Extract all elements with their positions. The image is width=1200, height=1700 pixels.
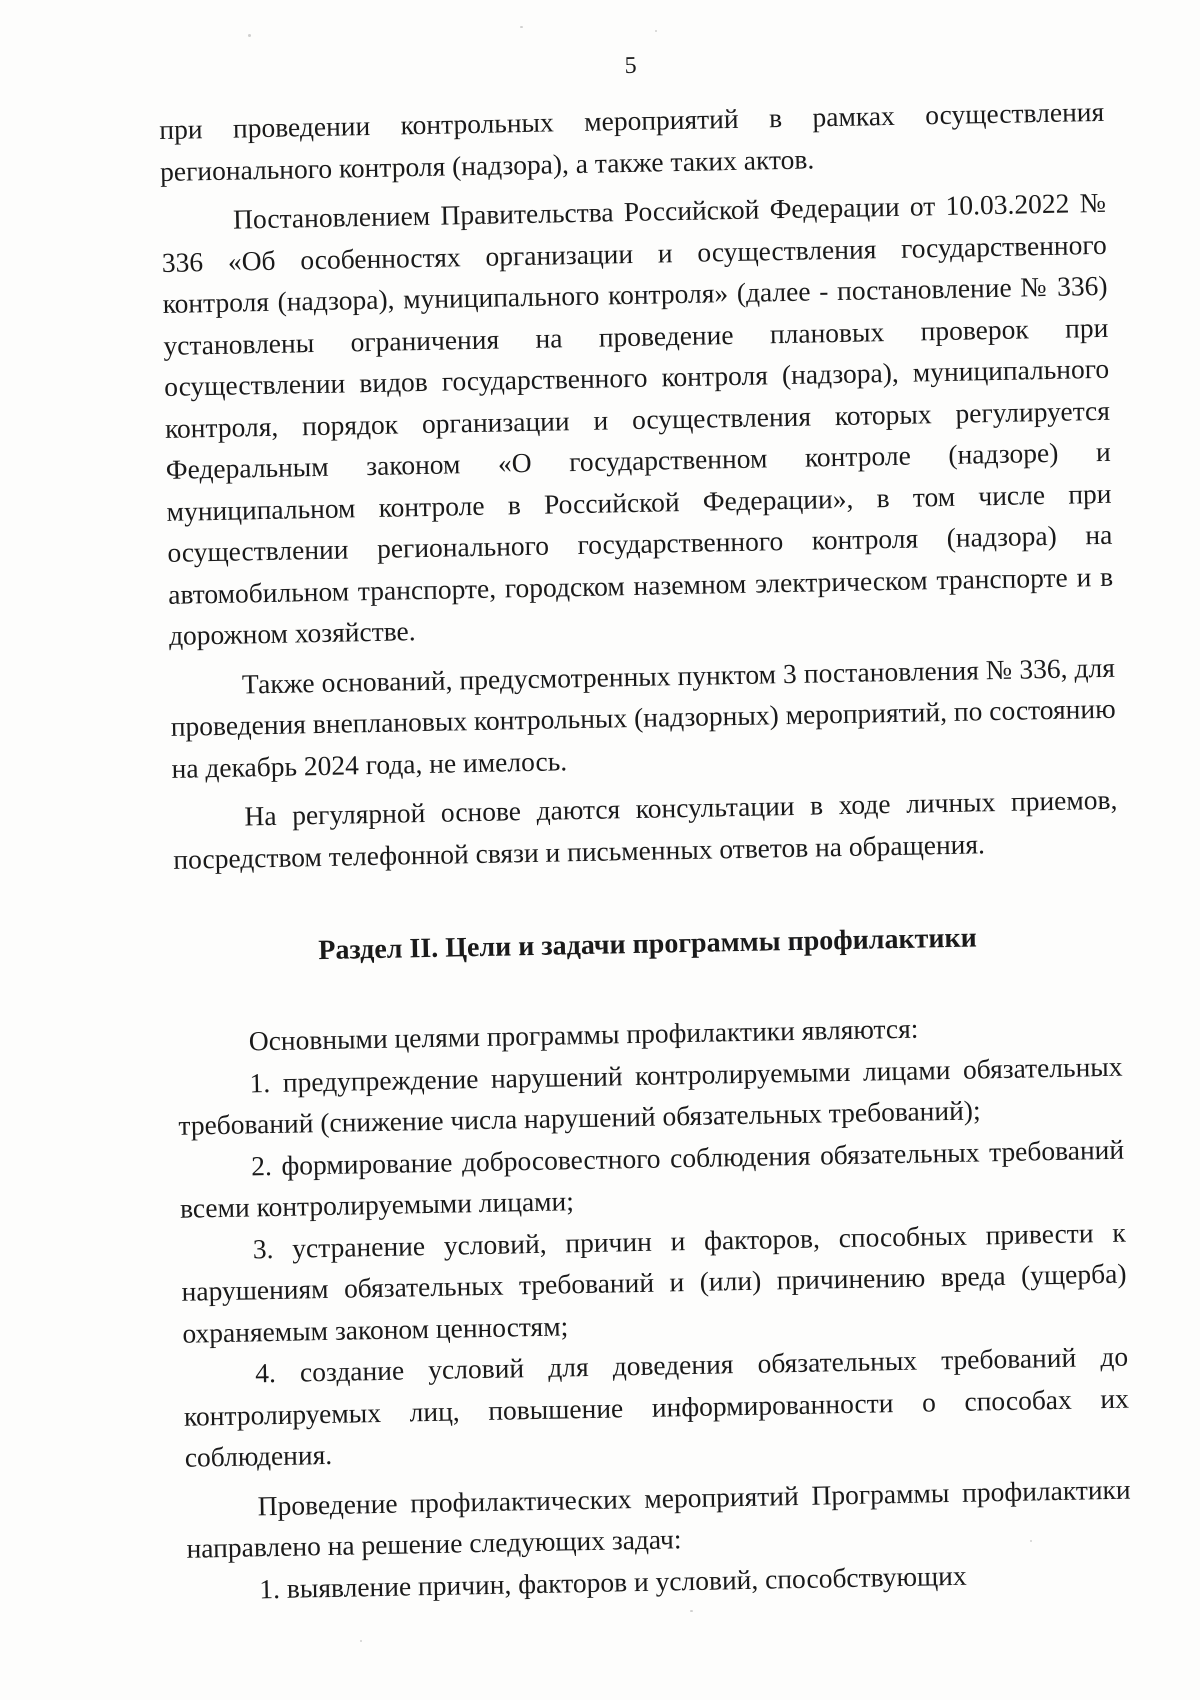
goal-item-1: 1. предупреждение нарушений контролируемыми лицами обязательных требований (снижение числа нарушений обязательных требований); (178, 1050, 1123, 1141)
document-body (158, 44, 1133, 1611)
tasks-intro: Проведение профилактических мероприятий Программы профилактики направлено на решение следующих задач: (186, 1473, 1131, 1564)
paragraph-resolution-336: Постановлением Правительства Российской Федерации от 10.03.2022 № 336 «Об особенностях организации и осуществления государственного контроля (надзора), муниципального контроля» (далее - постановление № 336) установлены ограничения на проведение плановых проверок при осуществлении видов государственного контроля (надзора), муниципального контроля, порядок организации и осуществления которых регулируется Федеральным законом «О государственном контроле (надзоре) и муниципальном контроле в Российской Федерации», в том числе при осуществлении регионального государственного контроля (надзора) на автомобильном транспорте, городском наземном электрическом транспорте и в дорожном хозяйстве. (161, 186, 1114, 651)
scan-speck (520, 26, 523, 28)
goal-item-3: 3. устранение условий, причин и факторов, способных привести к нарушениям обязательных требований и (или) причинению вреда (ущерба) охраняемым законом ценностям; (181, 1216, 1127, 1349)
task-item-1: 1. выявление причин, факторов и условий, способствующих (259, 1559, 967, 1604)
page-number: 5 (624, 52, 637, 80)
scan-speck (690, 1610, 693, 1612)
scan-speck (248, 34, 251, 37)
paragraph-unscheduled-events: Также оснований, предусмотренных пунктом 3 постановления № 336, для проведения внеплановых контрольных (надзорных) мероприятий, по состоянию на декабрь 2024 года, не имелось. (170, 651, 1116, 784)
goals-intro: Основными целями программы профилактики являются: (248, 1012, 919, 1057)
paragraph-consultations: На регулярной основе даются консультации в ходе личных приемов, посредством телефонной связи и письменных ответов на обращения. (173, 783, 1118, 875)
scan-speck (360, 1640, 362, 1642)
goal-item-2: 2. формирование добросовестного соблюдения обязательных требований всеми контролируемыми лицами; (179, 1133, 1125, 1224)
paragraph-continuation: при проведении контрольных мероприятий в рамках осуществления регионального контроля (надзора), а также таких актов. (158, 95, 1105, 187)
scan-speck (655, 30, 657, 32)
goal-item-4: 4. создание условий для доведения обязательных требований до контролируемых лиц, повышение информированности о способах их соблюдения. (183, 1340, 1130, 1473)
section-heading: Раздел II. Цели и задачи программы профилактики (318, 922, 978, 967)
